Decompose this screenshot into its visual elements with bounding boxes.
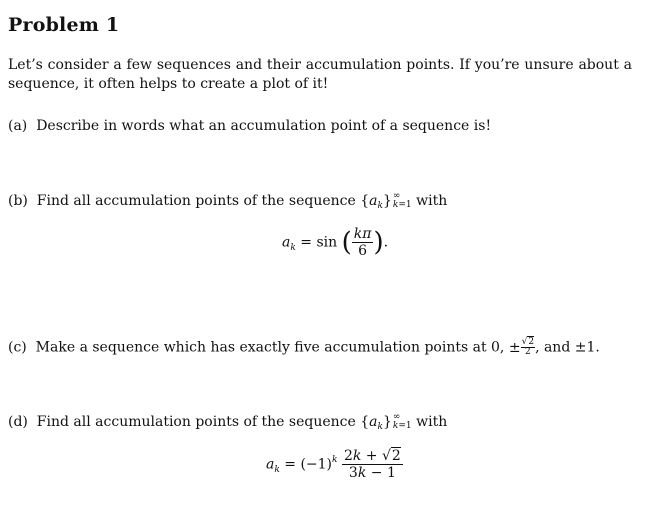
part-d: [8, 413, 447, 434]
part-b: [8, 192, 447, 213]
part-a-text: Describe in words what an accumulation point of a sequence is!: [36, 118, 492, 134]
part-b-with: with: [416, 193, 448, 209]
part-b-text: Find all accumulation points of the sequence: [36, 193, 356, 209]
sequence-notation: $\{a_k\}$ ∞ k=1: [360, 191, 412, 211]
part-b-label: (b): [8, 193, 28, 209]
part-c-label: (c): [8, 339, 27, 356]
part-d-text: Find all accumulation points of the sequence: [36, 414, 356, 430]
sqrt2-over-2: ± $\frac{√2}{2}$: [508, 337, 535, 357]
problem-intro: Let’s consider a few sequences and their accumulation points. If you’re unsure about a sequence, it often helps to create a plot of it!: [8, 57, 632, 92]
sequence-notation: $\{a_k\}$ ∞ k=1: [360, 412, 412, 432]
part-c-text: Make a sequence which has exactly five accumulation points at 0,: [35, 339, 505, 356]
part-c-and: , and: [535, 339, 571, 356]
part-a-label: (a): [8, 118, 28, 134]
problem-title: Problem 1: [8, 14, 120, 36]
formula-b: $a_k = \sin$ ( $\frac{k\pi}{6}$ ).: [282, 226, 389, 259]
part-d-label: (d): [8, 414, 28, 430]
part-d-with: with: [416, 414, 448, 430]
part-c-end: ±1.: [574, 339, 600, 356]
part-c: [8, 338, 600, 358]
formula-d: $a_k = (-1)^k$ $\frac{2k + √2}{3k - 1}$: [266, 448, 401, 481]
part-a: [8, 117, 491, 136]
